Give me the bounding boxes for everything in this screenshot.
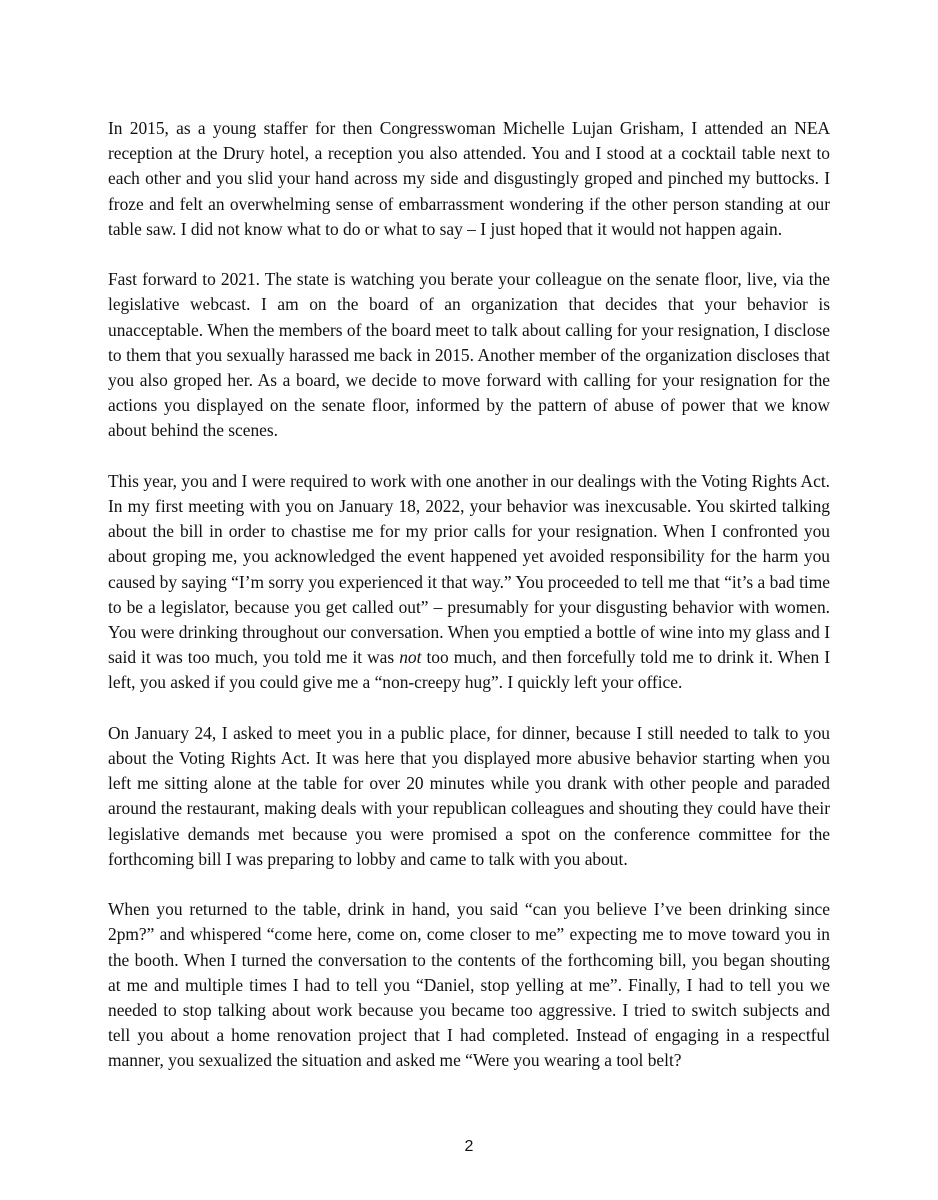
paragraph-2015-reception: In 2015, as a young staffer for then Congresswoman Michelle Lujan Grisham, I attended an NEA reception at the Drury hotel, a reception you also attended. You and I stood at a cocktail table next to each other and you slid your hand across my side and disgustingly groped and pinched my buttocks. I froze and felt an overwhelming sense of embarrassment wondering if the other person standing at our table saw. I did not know what to do or what to say – I just hoped that it would not happen again. <box>108 118 830 239</box>
emphasis-not: not <box>399 647 422 668</box>
paragraph-2021-resignation: Fast forward to 2021. The state is watching you berate your colleague on the senate floor, live, via the legislative webcast. I am on the board of an organization that decides that your behavior is unacceptable. When the members of the board meet to talk about calling for your resignation, I disclose to them that you sexually harassed me back in 2015. Another member of the organization discloses that you also groped her. As a board, we decide to move forward with calling for your resignation for the actions you displayed on the senate floor, informed by the pattern of abuse of power that we know about behind the scenes. <box>108 269 830 441</box>
paragraph-dinner-meeting: On January 24, I asked to meet you in a public place, for dinner, because I still needed to talk to you about the Voting Rights Act. It was here that you displayed more abusive behavior starting when you left me sitting alone at the table for over 20 minutes while you drank with other people and paraded around the restaurant, making deals with your republican colleagues and shouting they could have their legislative demands met because you were promised a spot on the conference committee for the forthcoming bill I was preparing to lobby and came to talk with you about. <box>108 722 830 869</box>
letter-body <box>108 116 830 1099</box>
paragraph-returned-to-table: When you returned to the table, drink in hand, you said “can you believe I’ve been drinking since 2pm?” and whispered “come here, come on, come closer to me” expecting me to move toward you in the booth. When I turned the conversation to the contents of the forthcoming bill, you began shouting at me and multiple times I had to tell you “Daniel, stop yelling at me”. Finally, I had to tell you we needed to stop talking about work because you became too aggressive. I tried to switch subjects and tell you about a home renovation project that I had completed. Instead of engaging in a respectful manner, you sexualized the situation and asked me “Were you wearing a tool belt? <box>108 899 830 1071</box>
page-number: 2 <box>464 1138 474 1155</box>
paragraph-first-meeting-part-2: too much, and then forcefully told me to drink it. When I left, you asked if you could give me a “non-creepy hug”. I quickly left your office. <box>108 647 831 693</box>
paragraph-first-meeting <box>108 469 830 696</box>
paragraph-first-meeting-part-1: This year, you and I were required to work with one another in our dealings with the Voting Rights Act. In my first meeting with you on January 18, 2022, your behavior was inexcusable. You skirted talking about the bill in order to chastise me for my prior calls for your resignation. When I confronted you about groping me, you acknowledged the event happened yet avoided responsibility for the harm you caused by saying “I’m sorry you experienced it that way.” You proceeded to tell me that “it’s a bad time to be a legislator, because you get called out” – presumably for your disgusting behavior with women. You were drinking throughout our conversation. When you emptied a bottle of wine into my glass and I said it was too much, you told me it was <box>108 470 830 668</box>
